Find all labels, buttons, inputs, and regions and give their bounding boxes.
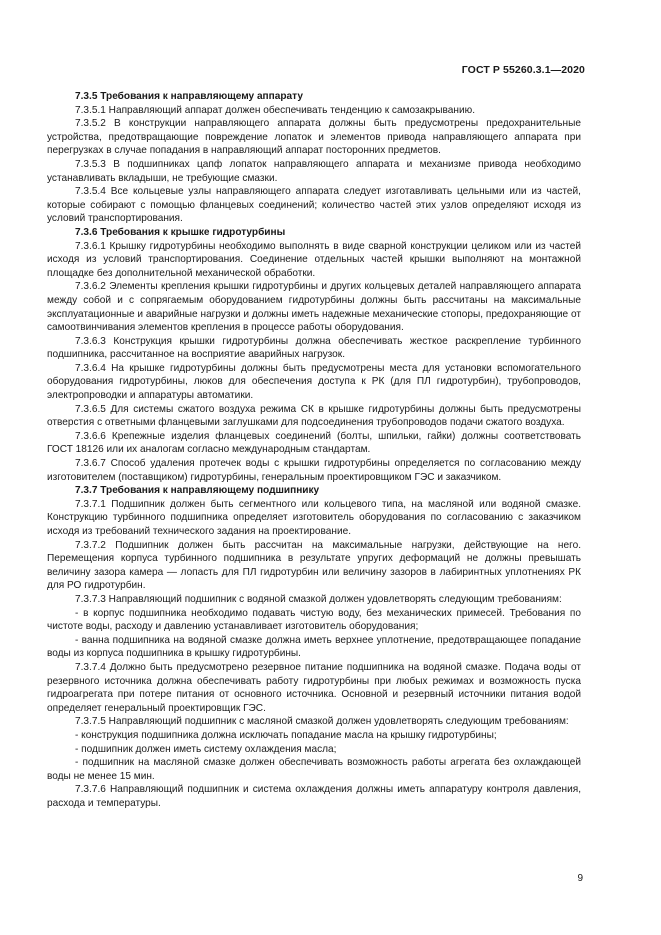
paragraph: 7.3.6.3 Конструкция крышки гидротурбины должна обеспечивать жесткое раскрепление турбинного подшипника, рассчитанное на восприятие аварийных нагрузок. [47, 335, 581, 361]
document-header: ГОСТ Р 55260.3.1—2020 [461, 64, 585, 76]
paragraph: 7.3.7.1 Подшипник должен быть сегментного или кольцевого типа, на масляной или водяной смазке. Конструкцию турбинного подшипника определяет изготовитель оборудования по согласованию с заказчиком исходя из требований технического задания на проектирование. [47, 498, 581, 537]
paragraph: - конструкция подшипника должна исключать попадание масла на крышку гидротурбины; [75, 729, 497, 741]
document-body [47, 90, 581, 810]
paragraph: - подшипник на масляной смазке должен обеспечивать возможность работы агрегата без охлаждающей воды не менее 15 мин. [47, 757, 581, 782]
paragraph: - ванна подшипника на водяной смазке должна иметь верхнее уплотнение, предотвращающее попадание воды из корпуса подшипника в крышку гидротурбины. [47, 634, 581, 660]
section-heading: 7.3.6 Требования к крышке гидротурбины [75, 226, 286, 238]
paragraph: 7.3.7.6 Направляющий подшипник и система охлаждения должны иметь аппаратуру контроля давления, расхода и температуры. [47, 784, 581, 809]
paragraph: 7.3.6.1 Крышку гидротурбины необходимо выполнять в виде сварной конструкции целиком или из частей исходя из условий транспортирования. Соединение отдельных частей крышки выполняют на монтажной площадке без дополнительной механической обработки. [47, 240, 581, 279]
paragraph: 7.3.5.2 В конструкции направляющего аппарата должны быть предусмотрены предохранительные устройства, предотвращающие повреждение лопаток и элементов привода направляющего аппарата при перегрузках в случае попадания в направляющий аппарат посторонних предметов. [47, 118, 581, 157]
paragraph: 7.3.7.5 Направляющий подшипник с масляной смазкой должен удовлетворять следующим требованиям: [75, 716, 569, 728]
paragraph: 7.3.6.2 Элементы крепления крышки гидротурбины и других кольцевых деталей направляющего аппарата между собой и с сопрягаемым оборудованием гидротурбины должны быть рассчитаны на максимальные эксплуатационные и аварийные нагрузки и должны иметь надежные механические стопоры, предохраняющие от самоотвинчивания элементов крепления в процессе работы оборудования. [47, 281, 581, 334]
paragraph: 7.3.5.1 Направляющий аппарат должен обеспечивать тенденцию к самозакрыванию. [75, 104, 475, 116]
paragraph: - в корпус подшипника необходимо подавать чистую воду, без механических примесей. Требования по чистоте воды, расходу и давлению устанавливает изготовитель оборудования; [47, 607, 581, 633]
paragraph: 7.3.5.3 В подшипниках цапф лопаток направляющего аппарата и механизме привода необходимо устанавливать вкладыши, не требующие смазки. [47, 158, 581, 184]
paragraph: 7.3.6.5 Для системы сжатого воздуха режима СК в крышке гидротурбины должны быть предусмотрены отверстия с ответными фланцевыми заглушками для подсоединения трубопроводов подачи сжатого воздуха. [47, 403, 581, 429]
section-heading: 7.3.5 Требования к направляющему аппарату [75, 91, 303, 102]
paragraph: - подшипник должен иметь систему охлаждения масла; [75, 743, 337, 755]
paragraph: 7.3.6.6 Крепежные изделия фланцевых соединений (болты, шпильки, гайки) должны соответствовать ГОСТ 18126 или их аналогам согласно международным стандартам. [47, 430, 581, 456]
paragraph: 7.3.6.4 На крышке гидротурбины должны быть предусмотрены места для установки вспомогательного оборудования гидротурбины, люков для обеспечения доступа к РК (для ПЛ гидротурбин), трубопроводов, электропроводки и аппаратуры автоматики. [47, 362, 581, 402]
section-heading: 7.3.7 Требования к направляющему подшипнику [75, 485, 320, 497]
paragraph: 7.3.5.4 Все кольцевые узлы направляющего аппарата следует изготавливать цельными или из частей, которые собирают с помощью фланцевых соединений; количество частей этих узлов определяют исходя из условий транспортирования. [47, 186, 581, 225]
paragraph: 7.3.7.3 Направляющий подшипник с водяной смазкой должен удовлетворять следующим требованиям: [75, 593, 562, 605]
page-number: 9 [577, 873, 583, 884]
paragraph: 7.3.7.2 Подшипник должен быть рассчитан на максимальные нагрузки, действующие на него. Перемещения корпуса турбинного подшипника в результате упругих деформаций не должны превышать величину зазора камера — лопасть для ПЛ гидротурбин или величину зазоров в лабиринтных уплотнениях РК для РО гидротурбин. [47, 539, 581, 592]
paragraph: 7.3.6.7 Способ удаления протечек воды с крышки гидротурбины определяется по согласованию между изготовителем (поставщиком) гидротурбины, генеральным проектировщиком ГЭС и заказчиком. [47, 458, 581, 483]
paragraph: 7.3.7.4 Должно быть предусмотрено резервное питание подшипника на водяной смазке. Подача воды от резервного источника должна обеспечивать работу гидротурбины при любых режимах и возможность пуска гидроагрегата при потере питания от основного источника. Основной и резервный источники питания водой определяет генеральный проектировщик ГЭС. [47, 661, 581, 714]
